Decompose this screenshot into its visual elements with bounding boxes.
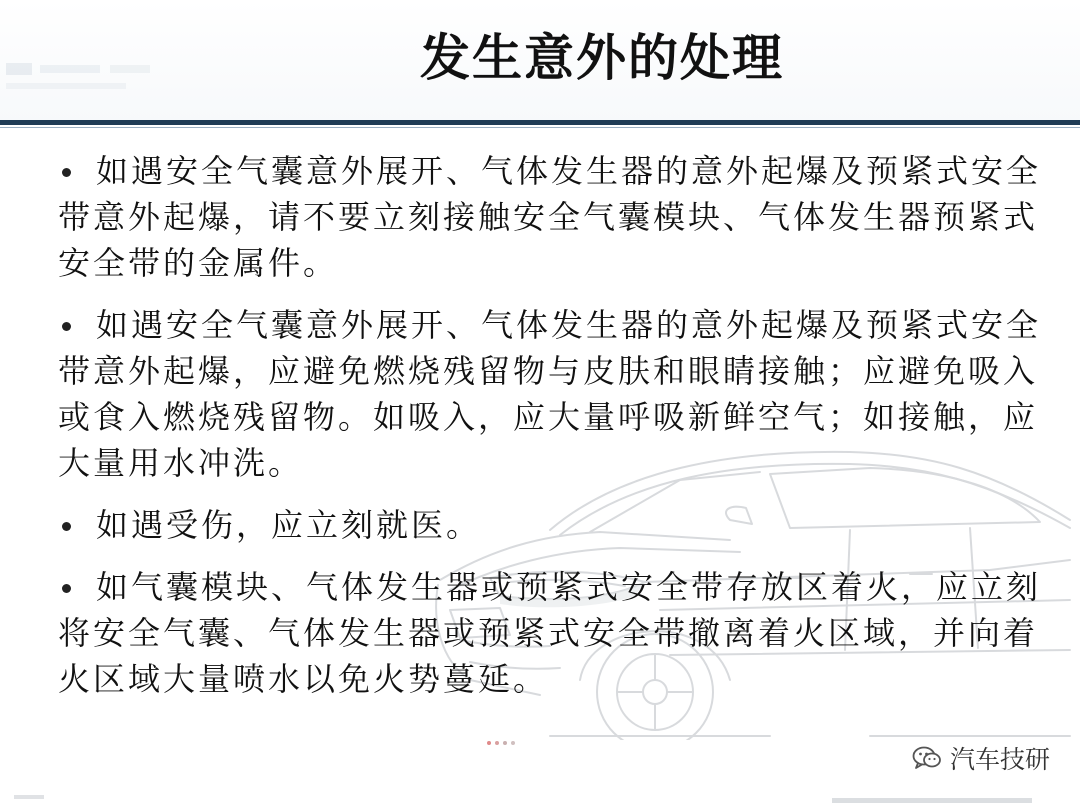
bullet-dot-icon	[62, 168, 71, 177]
footer-brand-label: 汽车技研	[949, 745, 1050, 774]
bullet-list	[58, 148, 1048, 718]
title-rule-thin	[0, 127, 1080, 128]
bullet-dot-icon	[62, 322, 71, 331]
footer-dots-decoration	[486, 738, 516, 748]
bullet-dot-icon	[62, 522, 71, 531]
bullet-text: 如遇安全气囊意外展开、气体发生器的意外起爆及预紧式安全带意外起爆，请不要立刻接触安全气囊模块、气体发生器预紧式安全带的金属件。	[58, 152, 1042, 282]
wechat-icon	[912, 745, 942, 771]
page-title: 发生意外的处理	[420, 29, 784, 87]
bullet-item	[58, 148, 1048, 286]
footer-faint-text	[832, 794, 1032, 808]
bullet-dot-icon	[62, 584, 71, 593]
bullet-item	[58, 302, 1048, 486]
title-rule	[0, 120, 1080, 125]
bullet-item	[58, 564, 1048, 702]
bullet-text: 如遇受伤，应立刻就医。	[96, 506, 482, 544]
bullet-text: 如遇安全气囊意外展开、气体发生器的意外起爆及预紧式安全带意外起爆，应避免燃烧残留物与皮肤和眼睛接触；应避免吸入或食入燃烧残留物。如吸入，应大量呼吸新鲜空气；如接触，应大量用水冲洗。	[58, 306, 1042, 482]
bullet-text: 如气囊模块、气体发生器或预紧式安全带存放区着火，应立刻将安全气囊、气体发生器或预紧式安全带撤离着火区域，并向着火区域大量喷水以免火势蔓延。	[58, 568, 1042, 698]
page-number-faint	[14, 794, 44, 800]
bullet-item	[58, 502, 1048, 548]
footer-brand	[912, 740, 1050, 776]
